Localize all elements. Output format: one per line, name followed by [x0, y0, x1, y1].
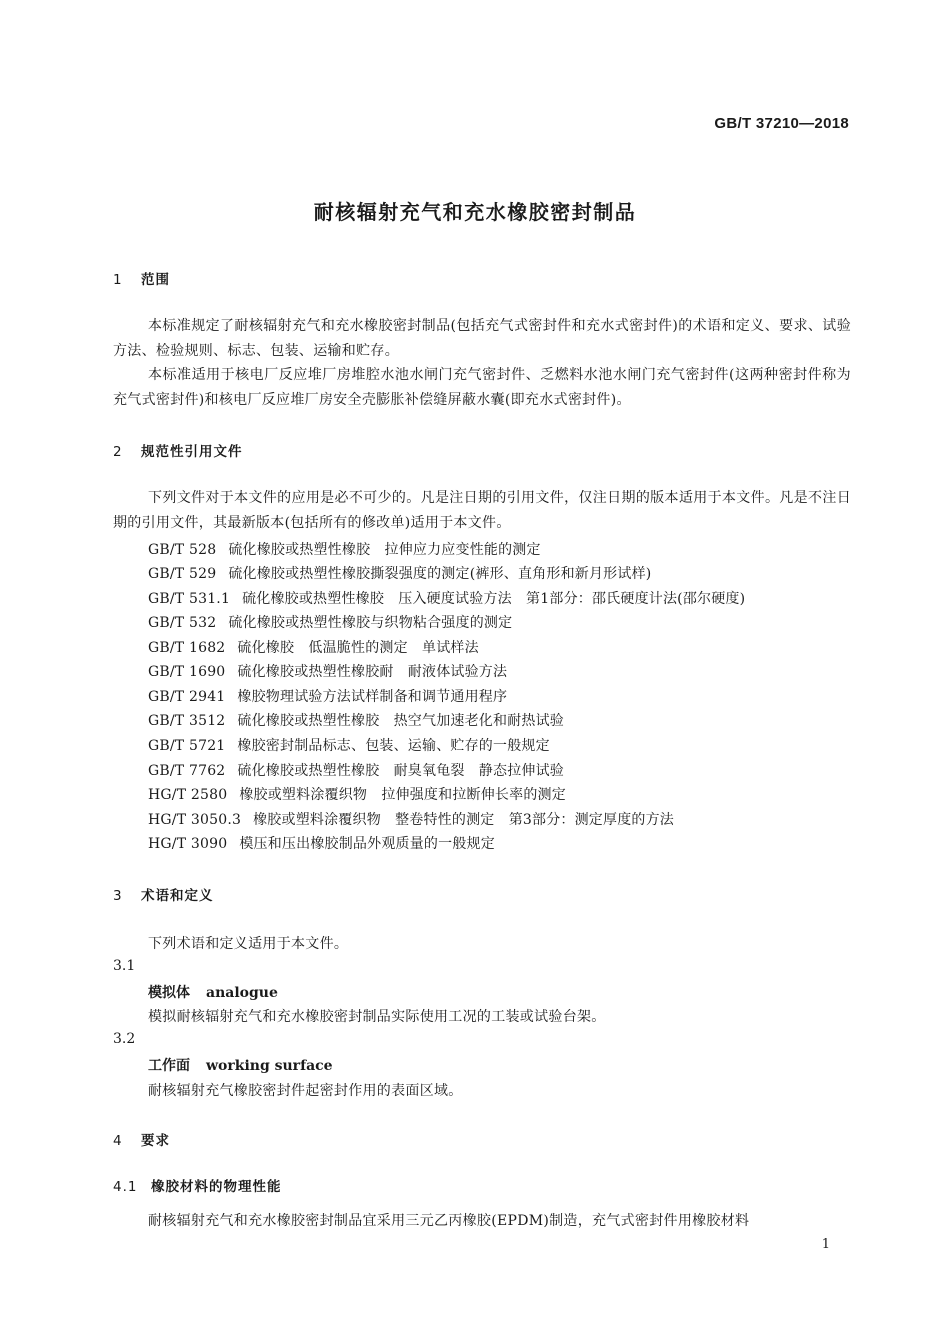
section-heading-2 — [113, 440, 243, 460]
term-entry — [148, 982, 278, 1002]
reference-item — [148, 563, 651, 583]
reference-title: 硫化橡胶或热塑性橡胶 耐臭氧龟裂 静态拉伸试验 — [237, 763, 565, 779]
term-definition: 耐核辐射充气橡胶密封件起密封作用的表面区域。 — [148, 1083, 463, 1099]
term-english: working surface — [206, 1058, 333, 1074]
subsection-number: 4.1 — [113, 1179, 138, 1195]
section-title: 要求 — [141, 1133, 170, 1149]
reference-code: GB/T 529 — [148, 566, 217, 582]
reference-title: 硫化橡胶或热塑性橡胶 热空气加速老化和耐热试验 — [237, 713, 565, 729]
term-entry — [148, 1055, 333, 1075]
section-heading-4 — [113, 1129, 170, 1149]
section-number: 4 — [113, 1133, 123, 1149]
term-chinese: 模拟体 — [148, 985, 190, 1001]
terms-intro: 下列术语和定义适用于本文件。 — [148, 936, 349, 952]
term-number: 3.2 — [113, 1031, 136, 1047]
reference-code: GB/T 531.1 — [148, 591, 231, 607]
reference-code: GB/T 532 — [148, 615, 217, 631]
reference-item — [148, 833, 495, 853]
scope-paragraph-2: 本标准适用于核电厂反应堆厂房堆腔水池水闸门充气密封件、乏燃料水池水闸门充气密封件(这两种密封件称为充气式密封件)和核电厂反应堆厂房安全壳膨胀补偿缝屏蔽水囊(即充水式密封件)。 — [113, 367, 851, 408]
term-definition: 模拟耐核辐射充气和充水橡胶密封制品实际使用工况的工装或试验台架。 — [148, 1009, 606, 1025]
reference-item — [148, 588, 745, 608]
subsection-heading-4-1 — [113, 1175, 282, 1195]
reference-title: 橡胶密封制品标志、包装、运输、贮存的一般规定 — [237, 738, 550, 754]
section-heading-1 — [113, 268, 170, 288]
section-title: 术语和定义 — [141, 888, 214, 904]
reference-title: 橡胶或塑料涂覆织物 拉伸强度和拉断伸长率的测定 — [239, 787, 566, 803]
reference-item — [148, 784, 566, 804]
reference-item — [148, 710, 564, 730]
reference-code: GB/T 2941 — [148, 689, 226, 705]
reference-title: 硫化橡胶或热塑性橡胶撕裂强度的测定(裤形、直角形和新月形试样) — [228, 566, 652, 582]
document-title: 耐核辐射充气和充水橡胶密封制品 — [313, 200, 637, 224]
reference-code: GB/T 5721 — [148, 738, 226, 754]
reference-code: HG/T 3050.3 — [148, 812, 242, 828]
reference-title: 硫化橡胶或热塑性橡胶 压入硬度试验方法 第1部分：邵氏硬度计法(邵尔硬度) — [242, 591, 746, 607]
reference-item — [148, 539, 541, 559]
reference-item — [148, 612, 512, 632]
reference-title: 硫化橡胶或热塑性橡胶与织物粘合强度的测定 — [228, 615, 513, 631]
page-number: 1 — [821, 1237, 830, 1252]
reference-code: GB/T 3512 — [148, 713, 226, 729]
references-intro: 下列文件对于本文件的应用是必不可少的。凡是注日期的引用文件，仅注日期的版本适用于本文件。凡是不注日期的引用文件，其最新版本(包括所有的修改单)适用于本文件。 — [113, 490, 851, 531]
reference-code: GB/T 7762 — [148, 763, 226, 779]
reference-title: 模压和压出橡胶制品外观质量的一般规定 — [239, 836, 495, 852]
reference-item — [148, 760, 564, 780]
section-number: 2 — [113, 444, 123, 460]
section-heading-3 — [113, 884, 214, 904]
reference-item — [148, 809, 674, 829]
reference-title: 硫化橡胶或热塑性橡胶耐 耐液体试验方法 — [237, 664, 508, 680]
term-number: 3.1 — [113, 958, 136, 974]
reference-title: 橡胶或塑料涂覆织物 整卷特性的测定 第3部分：测定厚度的方法 — [253, 812, 674, 828]
reference-code: HG/T 2580 — [148, 787, 228, 803]
reference-title: 硫化橡胶 低温脆性的测定 单试样法 — [237, 640, 479, 656]
reference-title: 硫化橡胶或热塑性橡胶 拉伸应力应变性能的测定 — [228, 542, 541, 558]
section-number: 1 — [113, 272, 123, 288]
reference-code: GB/T 1682 — [148, 640, 226, 656]
term-english: analogue — [206, 985, 278, 1001]
reference-item — [148, 735, 550, 755]
subsection-title: 橡胶材料的物理性能 — [151, 1179, 282, 1195]
section-number: 3 — [113, 888, 123, 904]
requirements-paragraph: 耐核辐射充气和充水橡胶密封制品宜采用三元乙丙橡胶(EPDM)制造，充气式密封件用橡胶材料 — [148, 1213, 750, 1229]
reference-code: GB/T 1690 — [148, 664, 226, 680]
reference-title: 橡胶物理试验方法试样制备和调节通用程序 — [237, 689, 508, 705]
reference-code: HG/T 3090 — [148, 836, 228, 852]
standard-number: GB/T 37210—2018 — [714, 115, 849, 132]
reference-code: GB/T 528 — [148, 542, 217, 558]
reference-item — [148, 686, 507, 706]
reference-item — [148, 661, 507, 681]
section-title: 规范性引用文件 — [141, 444, 243, 460]
reference-item — [148, 637, 479, 657]
scope-paragraph-1: 本标准规定了耐核辐射充气和充水橡胶密封制品(包括充气式密封件和充水式密封件)的术语和定义、要求、试验方法、检验规则、标志、包装、运输和贮存。 — [113, 318, 851, 359]
term-chinese: 工作面 — [148, 1058, 190, 1074]
section-title: 范围 — [141, 272, 170, 288]
